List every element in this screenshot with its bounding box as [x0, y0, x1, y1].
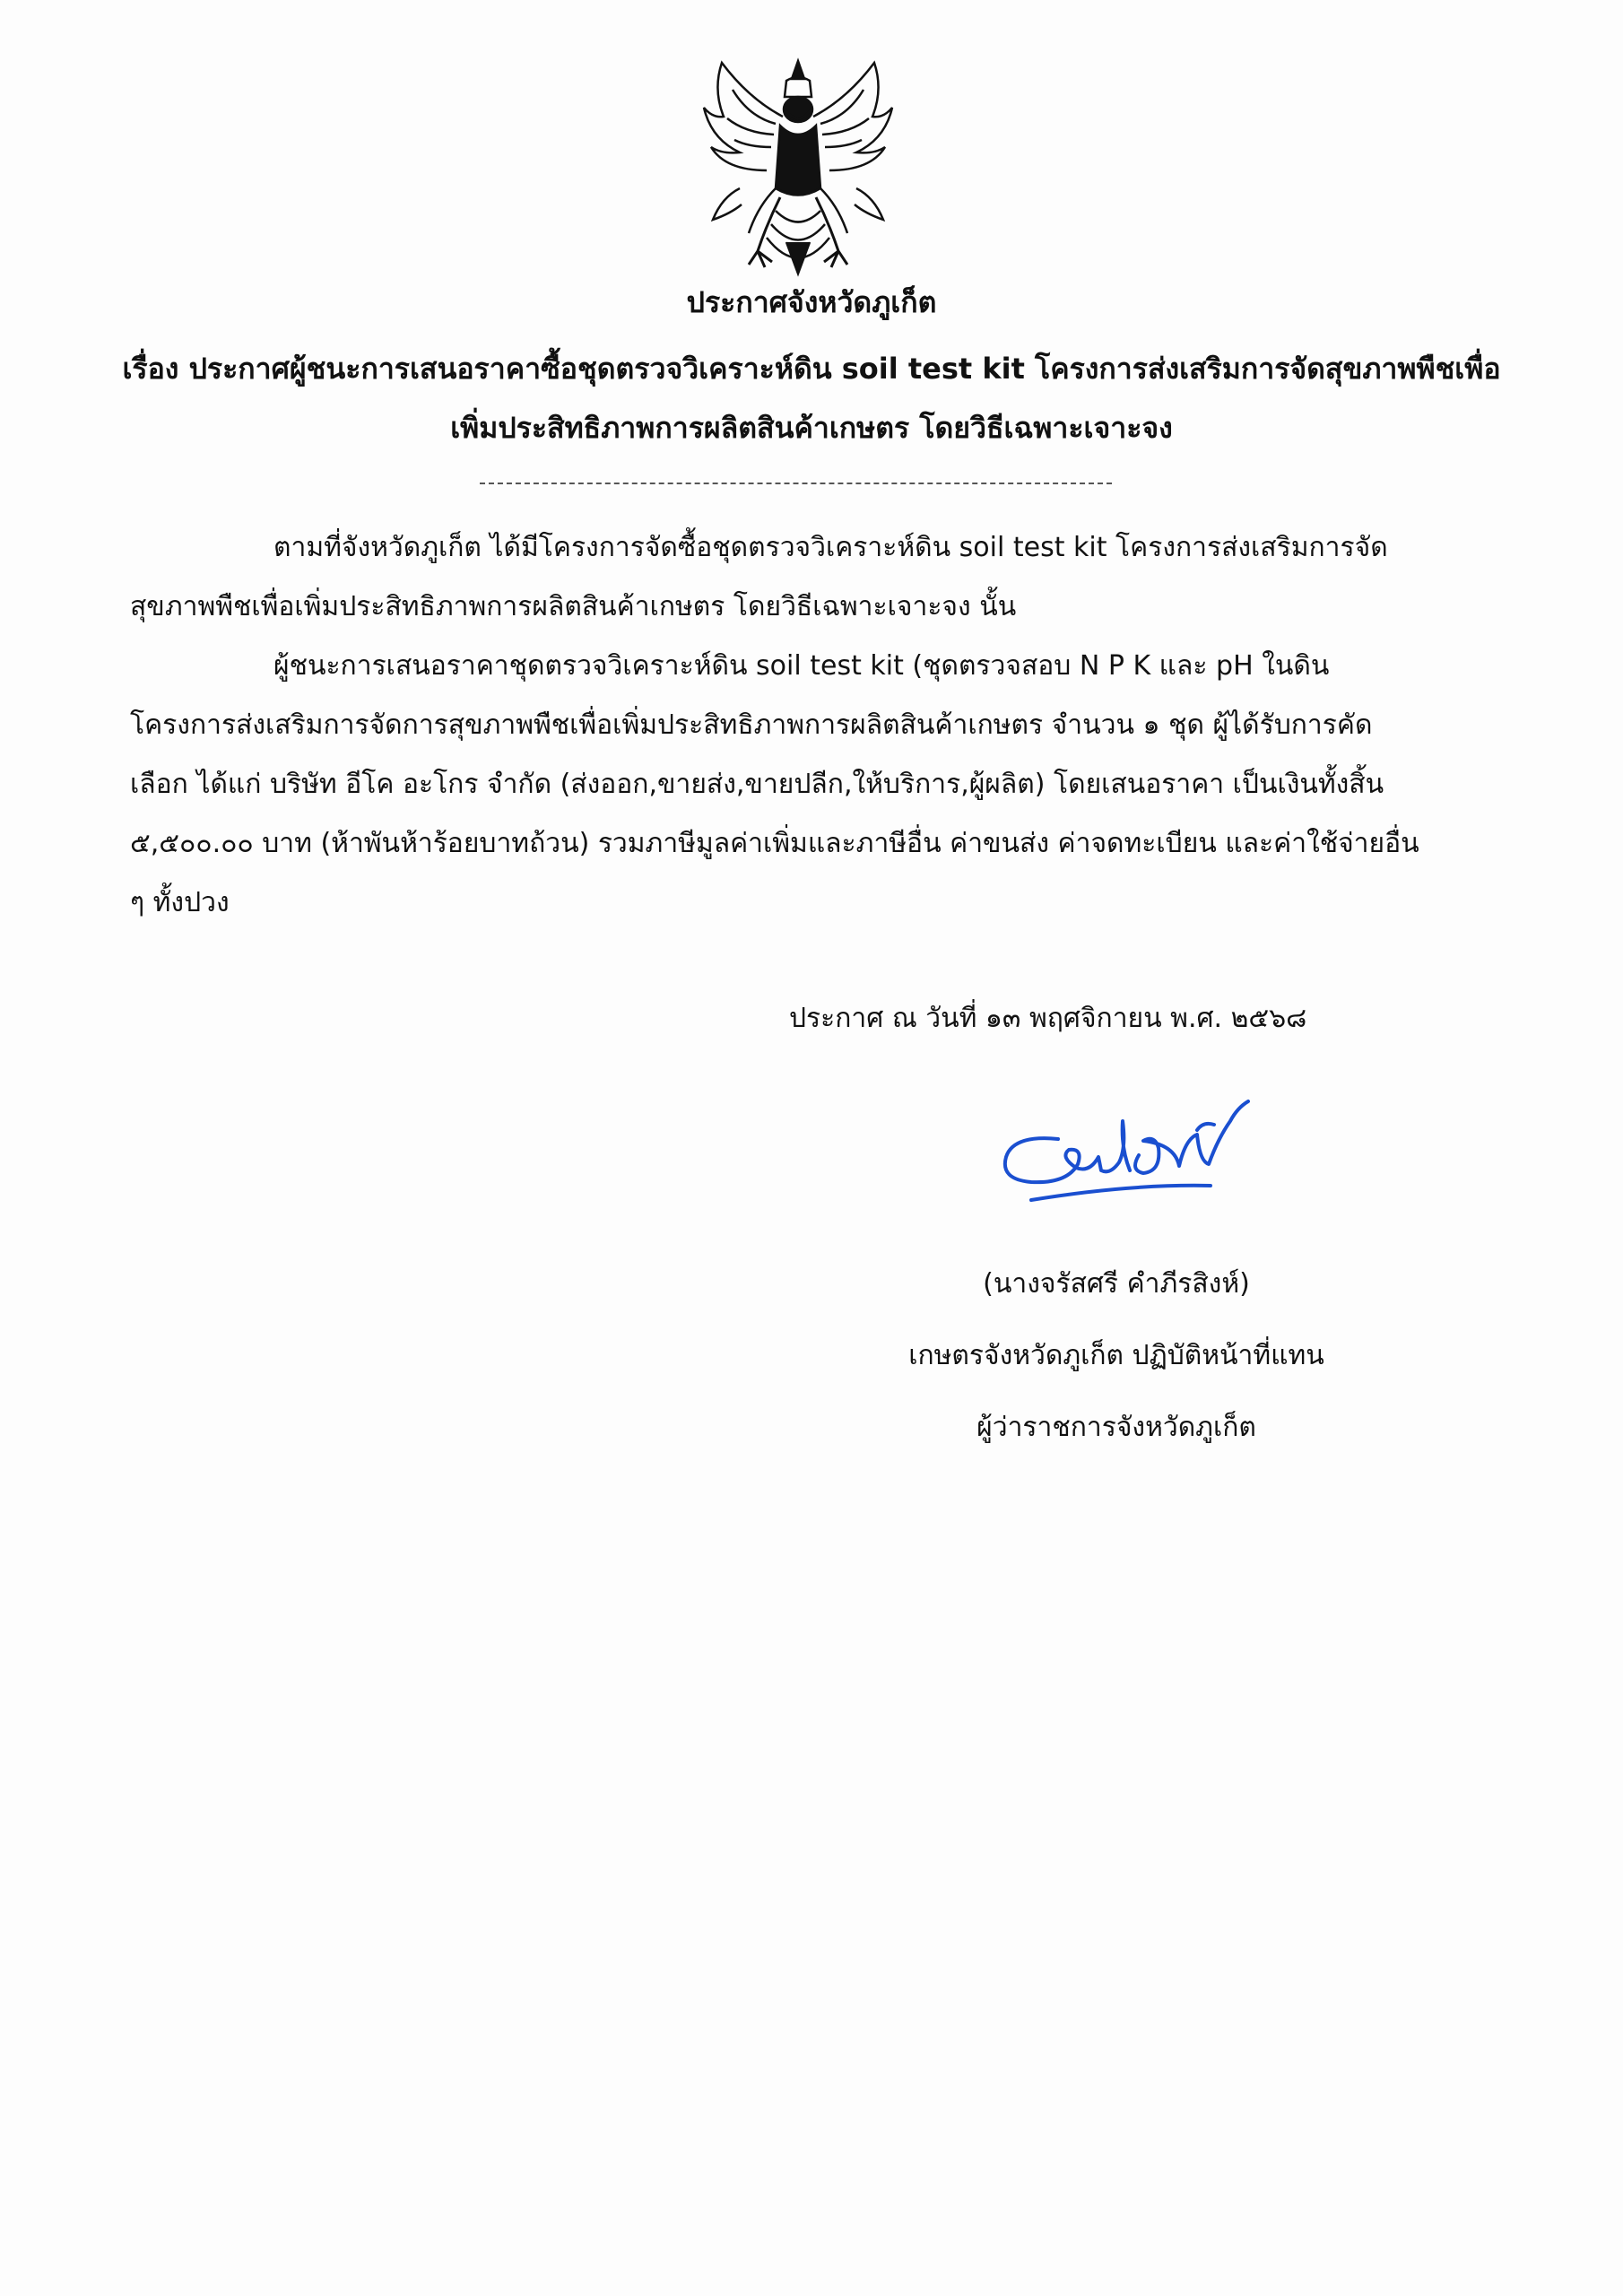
- signatory-name: (นางจรัสศรี คำภีรสิงห์): [983, 1268, 1250, 1300]
- subject-line-2: เพิ่มประสิทธิภาพการผลิตสินค้าเกษตร โดยวิธีเฉพาะเจาะจง: [450, 411, 1173, 445]
- signatory-position-2: ผู้ว่าราชการจังหวัดภูเก็ต: [976, 1412, 1256, 1443]
- signatory-position-1: เกษตรจังหวัดภูเก็ต ปฏิบัติหน้าที่แทน: [908, 1340, 1324, 1371]
- handwritten-signature: [995, 1085, 1255, 1211]
- garuda-emblem-icon: [686, 54, 910, 287]
- document-subject: [117, 339, 1506, 457]
- document-title: ประกาศจังหวัดภูเก็ต: [686, 285, 937, 319]
- subject-line-1: เรื่อง ประกาศผู้ชนะการเสนอราคาซื้อชุดตรวจวิเคราะห์ดิน soil test kit โครงการส่งเสริมการจัดสุขภาพพืชเพื่อ: [122, 352, 1501, 386]
- dashed-divider: [480, 483, 1112, 484]
- body-paragraph-1: ตามที่จังหวัดภูเก็ต ได้มีโครงการจัดซื้อชุดตรวจวิเคราะห์ดิน soil test kit โครงการส่งเสริมการจัดสุขภาพพืชเพื่อเพิ่มประสิทธิภาพการผลิตสินค้าเกษตร โดยวิธีเฉพาะเจาะจง นั้น: [130, 532, 1388, 622]
- signatory-block: [879, 1248, 1354, 1464]
- announcement-date: ประกาศ ณ วันที่ ๑๓ พฤศจิกายน พ.ศ. ๒๕๖๘: [789, 1003, 1307, 1034]
- body-paragraph-2: ผู้ชนะการเสนอราคาชุดตรวจวิเคราะห์ดิน soil test kit (ชุดตรวจสอบ N P K และ pH ในดิน โครงการส่งเสริมการจัดการสุขภาพพืชเพื่อเพิ่มประสิทธิภาพการผลิตสินค้าเกษตร จำนวน ๑ ชุด ผู้ได้รับการคัดเลือก ได้แก่ บริษัท อีโค อะโกร จำกัด (ส่งออก,ขายส่ง,ขายปลีก,ให้บริการ,ผู้ผลิต) โดยเสนอราคา เป็นเงินทั้งสิ้น ๕,๕๐๐.๐๐ บาท (ห้าพันห้าร้อยบาทถ้วน) รวมภาษีมูลค่าเพิ่มและภาษีอื่น ค่าขนส่ง ค่าจดทะเบียน และค่าใช้จ่ายอื่น ๆ ทั้งปวง: [130, 650, 1419, 918]
